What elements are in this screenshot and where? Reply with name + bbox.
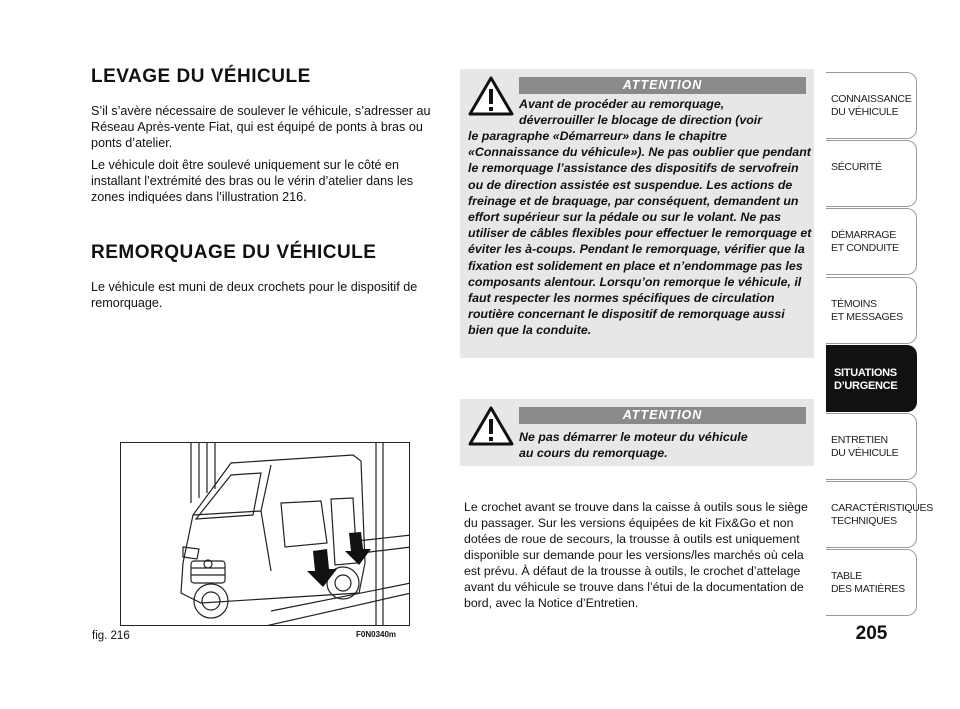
figure-label: fig. 216 [92,630,130,642]
chapter-tab-5[interactable] [826,345,917,412]
chapter-tab-label: SÉCURITÉ [831,161,882,174]
chapter-tab-label: TÉMOINS ET MESSAGES [831,297,903,323]
chapter-tab-3[interactable] [826,208,917,275]
lifting-paragraph-1: S’il s’avère nécessaire de soulever le véhicule, s’adresser au Réseau Après-vente Fiat, qui est équipé de ponts à bras ou ponts d’atelier. [91,104,431,150]
chapter-tab-label: ENTRETIEN DU VÉHICULE [831,434,899,459]
warning-box-1 [460,69,814,358]
chapter-tab-label: SITUATIONS D’URGENCE [834,366,898,392]
chapter-tab-4[interactable] [826,277,917,344]
figure-code: F0N0340m [356,630,397,639]
section-title-towing: REMORQUAGE DU VÉHICULE [91,242,377,263]
figure-van-illustration [120,442,410,626]
chapter-tab-label: DÉMARRAGE ET CONDUITE [831,229,899,255]
chapter-tab-label: CARACTÉRISTIQUES TECHNIQUES [831,502,933,528]
section-title-lifting: LEVAGE DU VÉHICULE [91,66,311,87]
chapter-tab-6[interactable] [826,413,917,480]
front-hook-paragraph: Le crochet avant se trouve dans la caisse à outils sous le siège du passager. Sur les versions équipées de kit Fix&Go et non dotées de roue de secours, la trousse à outils est uniquement disponible sur demande pour les versions/les marchés où cela est prévu. À défaut de la trousse à outils, le crochet d’attelage avant du véhicule se trouve dans l’étui de la documentation de bord, avec la Notice d’Entretien. [464,500,808,610]
warning-text-2: Ne pas démarrer le moteur du véhicule au cours du remorquage. [519,430,748,461]
chapter-tab-1[interactable] [826,72,917,139]
lifting-paragraph-2: Le véhicule doit être soulevé uniquement sur le côté en installant l’extrémité des bras ou le vérin d’atelier dans les zones indiquées dans l’illustration 216. [91,158,414,204]
chapter-tab-label: CONNAISSANCE DU VÉHICULE [831,93,912,118]
warning-box-2 [460,399,814,466]
chapter-tab-7[interactable] [826,481,933,548]
van-lifting-illustration [121,443,410,626]
warning-triangle-icon [468,406,514,446]
chapter-tab-8[interactable] [826,549,917,616]
warning-triangle-icon [468,76,514,116]
chapter-tab-label: TABLE DES MATIÈRES [831,570,905,596]
warning-text-1-body: le paragraphe «Démarreur» dans le chapitre «Connaissance du véhicule»). Ne pas oublier que pendant le remorquage l’assistance des dispositifs de servofrein ou de direction assistée est suspendue. Les actions de freinage et de braquage, par conséquent, demandent un effort supérieur sur la pédale ou sur le volant. Ne pas utiliser de câbles flexibles pour effectuer le remorquage et éviter les à-coups. Pendant le remorquage, vérifier que la fixation est solidement en place et n’endommage pas les composants alentour. Lorsqu’on remorque le véhicule, il faut respecter les normes spécifiques de circulation routière concernant le dispositif de remorquage aussi bien que la conduite. [468,129,812,338]
warning-text-1-head: Avant de procéder au remorquage, déverrouiller le blocage de direction (voir [519,97,763,128]
warning-heading-2: ATTENTION [519,407,806,424]
warning-heading-1: ATTENTION [519,77,806,94]
chapter-tab-2[interactable] [826,140,917,207]
page-number: 205 [855,623,888,644]
towing-paragraph-1: Le véhicule est muni de deux crochets pour le dispositif de remorquage. [91,280,418,310]
